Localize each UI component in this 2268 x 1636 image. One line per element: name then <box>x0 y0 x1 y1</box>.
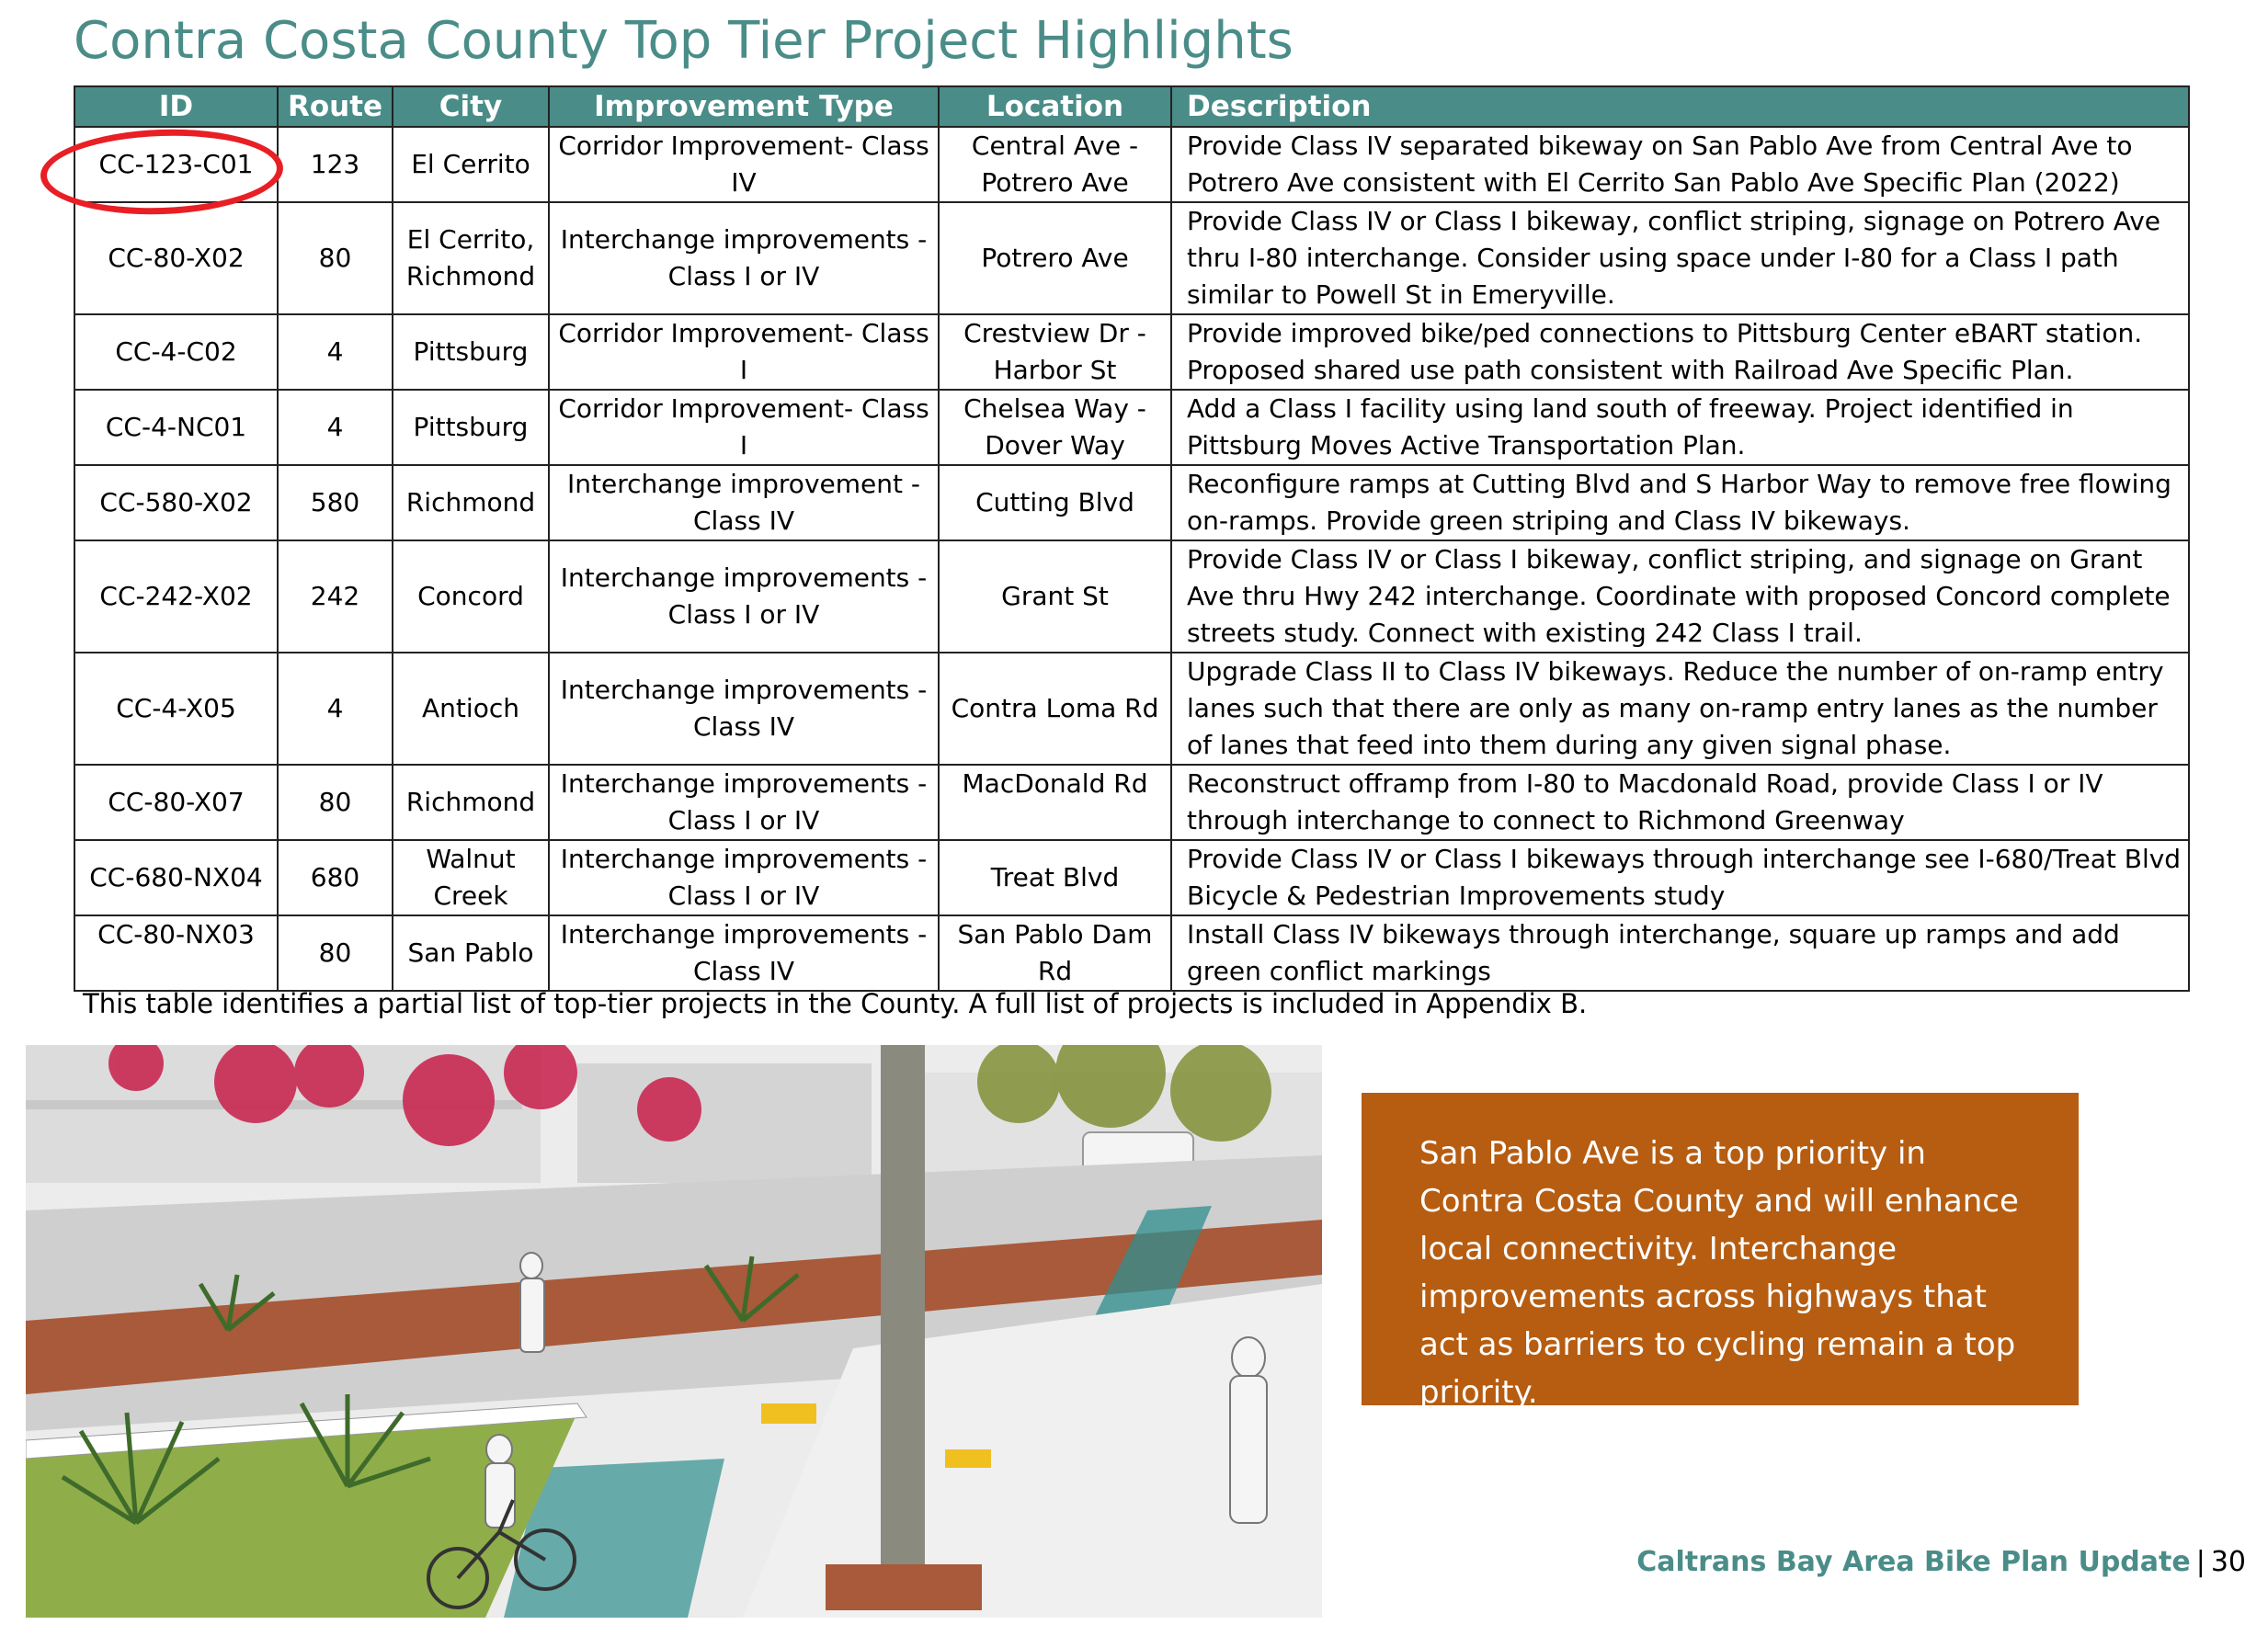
row-type: Interchange improvements - Class I or IV <box>549 540 939 653</box>
table-row <box>74 540 2189 653</box>
row-type: Interchange improvements - Class I or IV <box>549 765 939 840</box>
row-description: Reconfigure ramps at Cutting Blvd and S Harbor Way to remove free flowing on-ramps. Provide green striping and Class IV bikeways. <box>1171 465 2189 540</box>
row-city: Concord <box>393 540 549 653</box>
row-route: 123 <box>278 127 393 202</box>
row-location: San Pablo Dam Rd <box>939 915 1171 991</box>
row-type: Interchange improvements - Class I or IV <box>549 202 939 314</box>
row-route: 4 <box>278 314 393 390</box>
row-id: CC-80-X07 <box>74 765 278 840</box>
row-city: Richmond <box>393 465 549 540</box>
row-city: San Pablo <box>393 915 549 991</box>
table-header-row <box>74 86 2189 127</box>
row-location: Crestview Dr - Harbor St <box>939 314 1171 390</box>
row-route: 242 <box>278 540 393 653</box>
row-description: Provide Class IV or Class I bikeway, conflict striping, signage on Potrero Ave thru I-80 interchange. Consider using space under I-80 for a Class I path similar to Powell St in Emeryville. <box>1171 202 2189 314</box>
row-route: 4 <box>278 653 393 765</box>
row-description: Add a Class I facility using land south of freeway. Project identified in Pittsburg Moves Active Transportation Plan. <box>1171 390 2189 465</box>
header-improvement-type: Improvement Type <box>549 86 939 127</box>
row-id: CC-4-C02 <box>74 314 278 390</box>
row-route: 80 <box>278 765 393 840</box>
table-row <box>74 465 2189 540</box>
row-type: Interchange improvements - Class I or IV <box>549 840 939 915</box>
row-type: Interchange improvements - Class IV <box>549 915 939 991</box>
row-description: Provide Class IV or Class I bikeways through interchange see I-680/Treat Blvd Bicycle & Pedestrian Improvements study <box>1171 840 2189 915</box>
row-id: CC-4-X05 <box>74 653 278 765</box>
callout-box: San Pablo Ave is a top priority in Contra Costa County and will enhance local connectivity. Interchange improvements across highways that act as barriers to cycling remain a top priority. <box>1362 1093 2079 1405</box>
row-description: Upgrade Class II to Class IV bikeways. Reduce the number of on-ramp entry lanes such that there are only as many on-ramp entry lanes as the number of lanes that feed into them during any given signal phase. <box>1171 653 2189 765</box>
street-illustration-image <box>26 1045 1322 1618</box>
row-route: 80 <box>278 202 393 314</box>
header-route: Route <box>278 86 393 127</box>
table-row <box>74 314 2189 390</box>
row-location: Chelsea Way - Dover Way <box>939 390 1171 465</box>
footer-separator: | <box>2195 1546 2205 1578</box>
row-location: Treat Blvd <box>939 840 1171 915</box>
row-location: Grant St <box>939 540 1171 653</box>
row-description: Provide improved bike/ped connections to Pittsburg Center eBART station. Proposed shared use path consistent with Railroad Ave Specific Plan. <box>1171 314 2189 390</box>
row-type: Interchange improvements - Class IV <box>549 653 939 765</box>
row-location: Cutting Blvd <box>939 465 1171 540</box>
table-row <box>74 390 2189 465</box>
row-route: 4 <box>278 390 393 465</box>
table-row <box>74 202 2189 314</box>
footer-plan-name: Caltrans Bay Area Bike Plan Update <box>1636 1546 2191 1578</box>
row-description: Provide Class IV separated bikeway on San Pablo Ave from Central Ave to Potrero Ave consistent with El Cerrito San Pablo Ave Specific Plan (2022) <box>1171 127 2189 202</box>
row-route: 680 <box>278 840 393 915</box>
row-type: Corridor Improvement- Class I <box>549 314 939 390</box>
row-city: Richmond <box>393 765 549 840</box>
row-id: CC-80-X02 <box>74 202 278 314</box>
row-id: CC-80-NX03 <box>74 915 278 991</box>
row-location: MacDonald Rd <box>939 765 1171 840</box>
row-city: Pittsburg <box>393 314 549 390</box>
row-id <box>74 127 278 202</box>
header-location: Location <box>939 86 1171 127</box>
row-city: El Cerrito <box>393 127 549 202</box>
row-id-text: CC-123-C01 <box>98 149 254 179</box>
row-id: CC-580-X02 <box>74 465 278 540</box>
row-description: Reconstruct offramp from I-80 to Macdonald Road, provide Class I or IV through interchange to connect to Richmond Greenway <box>1171 765 2189 840</box>
row-type: Corridor Improvement- Class I <box>549 390 939 465</box>
row-location: Central Ave - Potrero Ave <box>939 127 1171 202</box>
row-location: Potrero Ave <box>939 202 1171 314</box>
row-city: Pittsburg <box>393 390 549 465</box>
table-row <box>74 840 2189 915</box>
table-row <box>74 915 2189 991</box>
projects-table <box>74 85 2190 992</box>
row-description: Install Class IV bikeways through interchange, square up ramps and add green conflict markings <box>1171 915 2189 991</box>
row-type: Corridor Improvement- Class IV <box>549 127 939 202</box>
row-route: 80 <box>278 915 393 991</box>
table-row <box>74 765 2189 840</box>
row-id: CC-4-NC01 <box>74 390 278 465</box>
page-title: Contra Costa County Top Tier Project Highlights <box>74 11 1294 71</box>
table-row <box>74 653 2189 765</box>
page-footer <box>1636 1546 2246 1578</box>
row-id: CC-680-NX04 <box>74 840 278 915</box>
row-location: Contra Loma Rd <box>939 653 1171 765</box>
table-row <box>74 127 2189 202</box>
row-type: Interchange improvement - Class IV <box>549 465 939 540</box>
row-description: Provide Class IV or Class I bikeway, conflict striping, and signage on Grant Ave thru Hwy 242 interchange. Coordinate with proposed Concord complete streets study. Connect with existing 242 Class I trail. <box>1171 540 2189 653</box>
table-note: This table identifies a partial list of top-tier projects in the County. A full list of projects is included in Appendix B. <box>83 988 1588 1019</box>
row-id: CC-242-X02 <box>74 540 278 653</box>
row-city: El Cerrito, Richmond <box>393 202 549 314</box>
page-number: 30 <box>2210 1546 2246 1578</box>
row-city: Antioch <box>393 653 549 765</box>
row-city: Walnut Creek <box>393 840 549 915</box>
header-description: Description <box>1171 86 2189 127</box>
row-route: 580 <box>278 465 393 540</box>
header-city: City <box>393 86 549 127</box>
header-id: ID <box>74 86 278 127</box>
